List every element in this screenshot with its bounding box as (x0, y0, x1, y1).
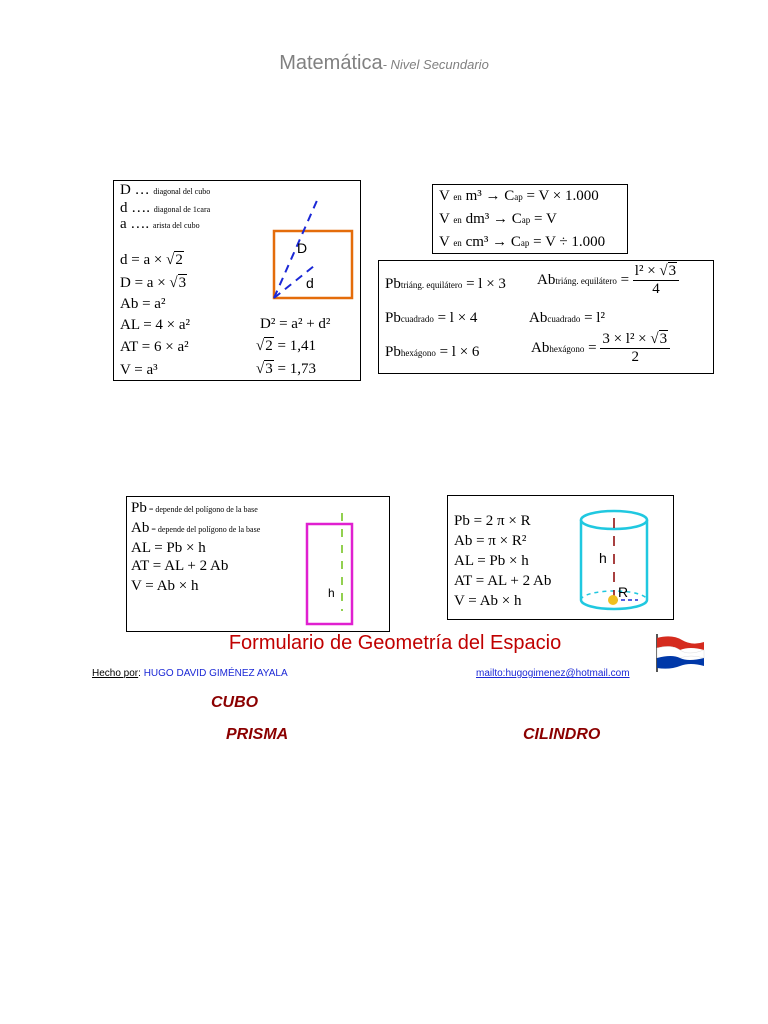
formula-AL: AL = 4 × a² (120, 317, 191, 333)
caption-cilindro: CILINDRO (523, 726, 601, 743)
cylinder-box (447, 495, 674, 620)
page-header (0, 52, 768, 75)
capacity-row-m3: V en m³ → Cap = V × 1.000 (439, 188, 599, 204)
prism-box (126, 496, 390, 632)
cube-formula-box (113, 180, 361, 381)
cylinder-al: AL = Pb × h (454, 553, 529, 569)
cylinder-ab: Ab = π × R² (454, 533, 527, 549)
cylinder-at: AT = AL + 2 Ab (454, 573, 552, 589)
author-name: HUGO DAVID GIMÉNEZ AYALA (143, 668, 288, 679)
capacity-box (432, 184, 628, 254)
prism-h-label: h (328, 586, 335, 600)
polygon-box (378, 260, 714, 374)
legend-d: d …. diagonal de 1cara (120, 200, 211, 216)
caption-prisma: PRISMA (226, 726, 289, 743)
formula-Ab: Ab = a² (120, 296, 166, 312)
legend-D: D … diagonal del cubo (120, 182, 211, 198)
prism-ab: Ab = depende del polígono de la base (131, 520, 261, 536)
email-link[interactable]: mailto:hugogimenez@hotmail.com (476, 668, 630, 679)
diagram-label-D: D (297, 240, 308, 256)
cylinder-v: V = Ab × h (454, 593, 522, 609)
value-sqrt3: √3 = 1,73 (256, 361, 316, 377)
pb-hexagon: Pbhexágono = l × 6 (385, 344, 480, 360)
prism-al: AL = Pb × h (131, 540, 206, 556)
cylinder-pb: Pb = 2 π × R (454, 513, 531, 529)
formulario-title: Formulario de Geometría del Espacio (228, 632, 562, 654)
prism-pb: Pb = depende del polígono de la base (131, 500, 258, 516)
capacity-row-cm3: V en cm³ → Cap = V ÷ 1.000 (439, 234, 606, 250)
header-title: Matemática (279, 52, 383, 74)
value-sqrt2: √2 = 1,41 (256, 338, 316, 354)
formula-D2: D² = a² + d² (260, 316, 331, 332)
author-line: Hecho por: HUGO DAVID GIMÉNEZ AYALA (92, 668, 288, 679)
prism-at: AT = AL + 2 Ab (131, 558, 229, 574)
diagram-label-d: d (306, 275, 314, 291)
cube-diagram (264, 191, 359, 306)
prism-diagram (302, 511, 362, 627)
header-subtitle: - Nivel Secundario (382, 57, 489, 72)
formula-D: D = a × √3 (120, 275, 187, 291)
prism-v: V = Ab × h (131, 578, 199, 594)
caption-cubo: CUBO (211, 694, 259, 711)
cylinder-diagram (576, 508, 654, 616)
ab-triangle: Abtriáng. equilátero = $\frac{\text{l² × √3}}{4}$ (537, 263, 679, 298)
cylinder-r-label: R (618, 584, 629, 600)
capacity-row-dm3: V en dm³ → Cap = V (439, 211, 557, 227)
ab-hexagon: Abhexágono = $\frac{\text{3 × l² × √3}}{2}$ (531, 331, 670, 366)
legend-a: a …. arista del cubo (120, 216, 200, 232)
pb-square: Pbcuadrado = l × 4 (385, 310, 478, 326)
formula-d: d = a × √2 (120, 252, 183, 268)
cylinder-h-label: h (599, 550, 607, 566)
ab-square: Abcuadrado = l² (529, 310, 605, 326)
paraguay-flag-icon (652, 632, 706, 674)
pb-triangle: Pbtriáng. equilátero = l × 3 (385, 276, 506, 292)
formula-V: V = a³ (120, 362, 158, 378)
formula-AT: AT = 6 × a² (120, 339, 189, 355)
author-label: Hecho por (92, 668, 139, 679)
